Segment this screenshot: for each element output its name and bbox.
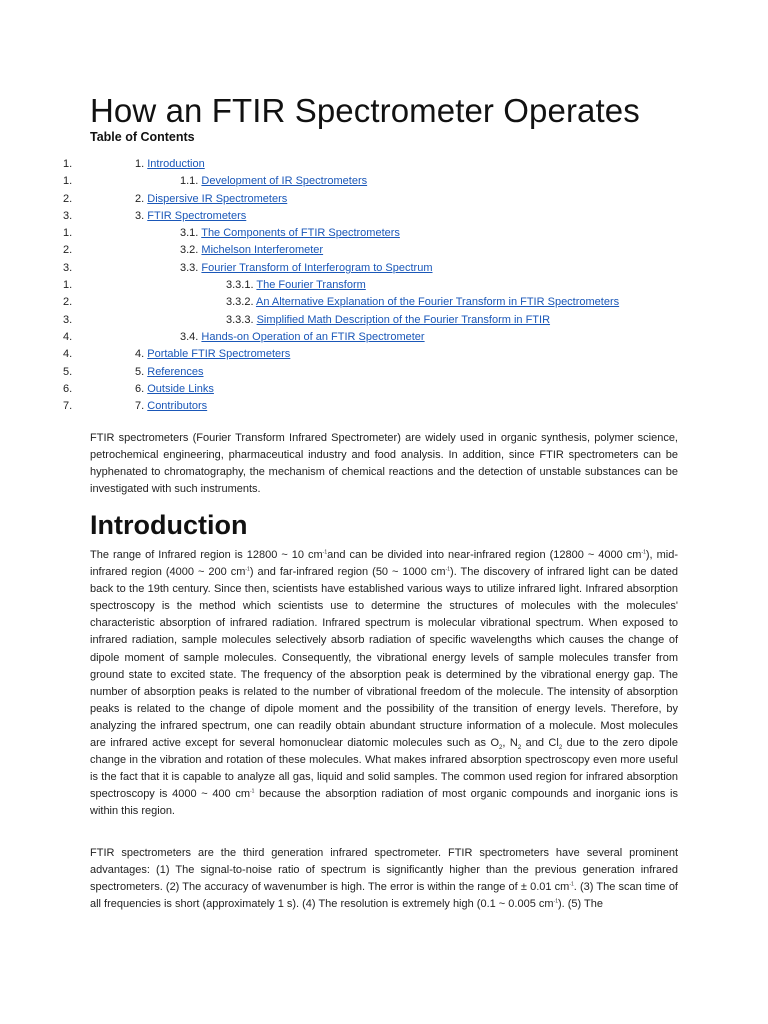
toc-number: 4.	[135, 348, 145, 361]
table-of-contents	[0, 156, 768, 415]
toc-number: 3.3.3.	[226, 313, 254, 326]
toc-number: 7.	[135, 400, 145, 413]
toc-link[interactable]: Introduction	[147, 158, 205, 170]
toc-item	[0, 173, 768, 190]
toc-number: 2.	[135, 192, 145, 205]
toc-link[interactable]: An Alternative Explanation of the Fourier Transform in FTIR Spectrometers	[255, 296, 620, 309]
toc-entry	[180, 260, 433, 277]
toc-item	[0, 225, 768, 242]
toc-link[interactable]: Hands-on Operation of an FTIR Spectrometer	[201, 330, 425, 343]
intro-paragraph: FTIR spectrometers (Fourier Transform Infrared Spectrometer) are widely used in organic synthesis, polymer science, petrochemical engineering, pharmaceutical industry and food analysis. In addition, since FTIR spectrometers can be hyphenated to chromatography, the mechanism of chemical reactions and the detection of unstable substances can be investigated with such instruments.	[90, 432, 678, 496]
section-heading-introduction: Introduction	[90, 510, 248, 540]
toc-item	[0, 156, 768, 173]
toc-item	[0, 398, 768, 415]
toc-number: 3.2.	[180, 244, 199, 257]
toc-entry	[135, 346, 290, 363]
toc-entry	[180, 242, 323, 259]
toc-list-marker: 4.	[63, 330, 73, 343]
toc-list-marker: 3.	[63, 313, 73, 326]
toc-item	[0, 277, 768, 294]
toc-link[interactable]: The Fourier Transform	[256, 279, 366, 292]
toc-entry	[135, 156, 205, 173]
toc-entry	[135, 208, 246, 225]
toc-item	[0, 208, 768, 225]
toc-list-marker: 2.	[63, 296, 73, 309]
toc-number: 3.3.1.	[226, 279, 254, 292]
toc-link[interactable]: Simplified Math Description of the Fourier Transform in FTIR	[256, 313, 551, 326]
toc-link[interactable]: References	[147, 365, 204, 378]
toc-item	[0, 381, 768, 398]
toc-list-marker: 1.	[63, 175, 73, 188]
toc-list-marker: 1.	[63, 279, 73, 292]
page-title: How an FTIR Spectrometer Operates	[90, 92, 640, 129]
toc-link[interactable]: Fourier Transform of Interferogram to Spectrum	[201, 261, 433, 274]
toc-number: 3.3.	[180, 261, 199, 274]
toc-item	[0, 364, 768, 381]
introduction-paragraph-2: FTIR spectrometers are the third generation infrared spectrometer. FTIR spectrometers have several prominent advantages: (1) The signal-to-noise ratio of spectrum is significantly higher than the previous generation infrared spectrometers. (2) The accuracy of wavenumber is high. The error is within the range of ± 0.01 $cm^{-1}$. (3) The scan time of all frequencies is short (approximately 1 s). (4) The resolution is extremely high (0.1 ~ 0.005 $cm^{-1}$). (5) The	[90, 847, 678, 911]
toc-number: 3.	[135, 209, 145, 222]
toc-link[interactable]: The Components of FTIR Spectrometers	[201, 227, 400, 240]
toc-heading: Table of Contents	[90, 130, 195, 144]
toc-item	[0, 260, 768, 277]
toc-link[interactable]: Development of IR Spectrometers	[201, 175, 368, 188]
toc-number: 3.1.	[180, 227, 199, 240]
toc-item	[0, 346, 768, 363]
toc-list-marker: 2.	[63, 244, 73, 257]
toc-entry	[226, 277, 366, 294]
toc-entry	[135, 381, 214, 398]
toc-item	[0, 312, 768, 329]
toc-number: 1.1.	[180, 175, 199, 188]
toc-list-marker: 4.	[63, 348, 73, 361]
toc-number: 1.	[135, 158, 145, 170]
toc-link[interactable]: Dispersive IR Spectrometers	[147, 192, 288, 205]
toc-list-marker: 3.	[63, 261, 73, 274]
toc-number: 5.	[135, 365, 145, 378]
toc-entry	[135, 191, 287, 208]
toc-entry	[226, 312, 550, 329]
toc-item	[0, 329, 768, 346]
toc-link[interactable]: Outside Links	[147, 382, 214, 395]
toc-list-marker: 5.	[63, 365, 73, 378]
toc-item	[0, 294, 768, 311]
toc-list-marker: 2.	[63, 192, 73, 205]
toc-number: 3.3.2.	[226, 296, 254, 309]
toc-link[interactable]: Contributors	[147, 400, 208, 413]
toc-link[interactable]: FTIR Spectrometers	[147, 209, 247, 222]
toc-entry	[180, 329, 425, 346]
toc-entry	[180, 173, 367, 190]
toc-list-marker: 1.	[63, 227, 73, 240]
toc-number: 6.	[135, 382, 145, 395]
toc-number: 3.4.	[180, 330, 199, 343]
toc-entry	[135, 364, 204, 381]
toc-item	[0, 242, 768, 259]
toc-item	[0, 191, 768, 208]
toc-list-marker: 7.	[63, 400, 73, 413]
toc-entry	[135, 398, 207, 415]
toc-link[interactable]: Portable FTIR Spectrometers	[147, 348, 291, 361]
toc-link[interactable]: Michelson Interferometer	[201, 244, 324, 257]
introduction-paragraph-1: The range of Infrared region is 12800 ~ 10 $cm^{-1}and$ can be divided into near-infrared region (12800 ~ 4000 $cm^{-1}$), mid-infrared region (4000 ~ 200 $cm^{-1}$) and far-infrared region (50 ~ 1000 $cm^{-1}$). The discovery of infrared light can be dated back to the 19th century. Since then, scientists have established various ways to utilize infrared light. Infrared absorption spectroscopy is the method which scientists use to determine the structures of molecules with the molecules' characteristic absorption of infrared radiation. Infrared spectrum is molecular vibrational spectrum. When exposed to infrared radiation, sample molecules selectively absorb radiation of specific wavelengths which causes the change of dipole moment of sample molecules. Consequently, the vibrational energy levels of sample molecules transfer from ground state to excited state. The frequency of the absorption peak is determined by the vibrational energy gap. The number of absorption peaks is related to the number of vibrational freedom of the molecule. The intensity of absorption peaks is related to the change of dipole moment and the possibility of the transition of energy levels. Therefore, by analyzing the infrared spectrum, one can readily obtain abundant structure information of a molecule. Most molecules are infrared active except for several homonuclear diatomic molecules such as $O_2$, $N_2$ and $Cl_2$ due to the zero dipole change in the vibration and rotation of these molecules. What makes infrared absorption spectroscopy even more useful is the fact that it is capable to analyze all gas, liquid and solid samples. The common used region for infrared absorption spectroscopy is 4000 ~ 400 $cm^{-1}$ because the absorption radiation of most organic compounds and inorganic ions is within this region.	[90, 549, 679, 818]
toc-list-marker: 3.	[63, 209, 73, 222]
toc-entry	[180, 225, 400, 242]
toc-entry	[226, 294, 619, 311]
toc-list-marker: 6.	[63, 382, 73, 395]
toc-list-marker: 1.	[63, 158, 73, 170]
